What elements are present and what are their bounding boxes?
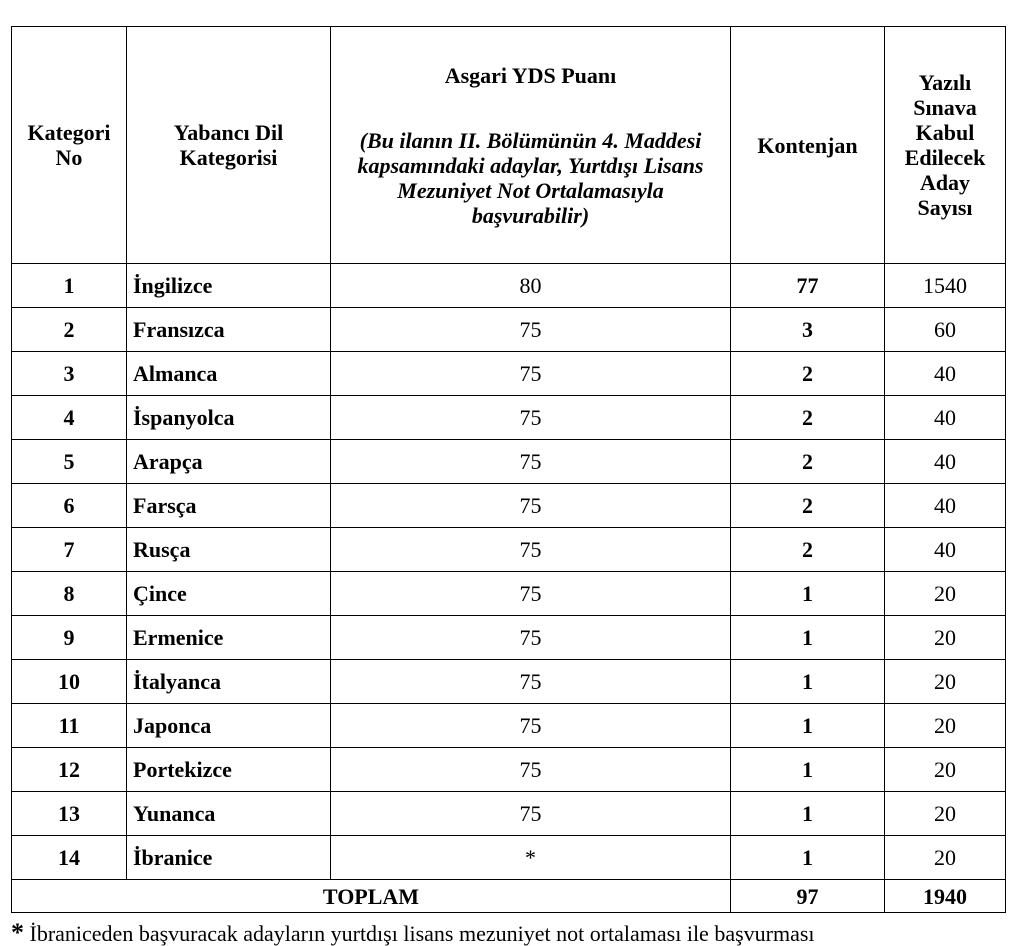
min-score-cell: 80 [331, 264, 731, 308]
language-cell: Çince [127, 572, 331, 616]
candidates-cell: 20 [885, 792, 1006, 836]
category-no-cell: 7 [12, 528, 127, 572]
candidates-cell: 40 [885, 440, 1006, 484]
total-label: TOPLAM [12, 880, 731, 913]
language-cell: İtalyanca [127, 660, 331, 704]
quota-cell: 1 [731, 792, 885, 836]
quota-cell: 1 [731, 660, 885, 704]
table-row [12, 748, 1006, 792]
total-row [12, 880, 1006, 913]
table-row [12, 836, 1006, 880]
quota-cell: 1 [731, 836, 885, 880]
total-quota: 97 [731, 880, 885, 913]
language-cell: Fransızca [127, 308, 331, 352]
min-score-cell: 75 [331, 396, 731, 440]
table-row [12, 616, 1006, 660]
language-cell: Almanca [127, 352, 331, 396]
min-score-cell: 75 [331, 528, 731, 572]
candidates-cell: 20 [885, 704, 1006, 748]
candidates-cell: 20 [885, 572, 1006, 616]
quota-cell: 1 [731, 704, 885, 748]
candidates-cell: 40 [885, 396, 1006, 440]
table-row [12, 440, 1006, 484]
language-cell: İspanyolca [127, 396, 331, 440]
table-row [12, 572, 1006, 616]
table-body [12, 264, 1006, 880]
language-cell: Arapça [127, 440, 331, 484]
header-quota: Kontenjan [731, 27, 885, 264]
table-row [12, 704, 1006, 748]
quota-cell: 2 [731, 396, 885, 440]
language-cell: Rusça [127, 528, 331, 572]
language-cell: Portekizce [127, 748, 331, 792]
category-no-cell: 11 [12, 704, 127, 748]
category-no-cell: 2 [12, 308, 127, 352]
table-row [12, 792, 1006, 836]
language-cell: Farsça [127, 484, 331, 528]
candidates-cell: 20 [885, 660, 1006, 704]
table-header-row [12, 27, 1006, 264]
category-no-cell: 4 [12, 396, 127, 440]
category-no-cell: 12 [12, 748, 127, 792]
category-no-cell: 14 [12, 836, 127, 880]
footnote-text: İbraniceden başvuracak adayların yurtdışı lisans mezuniyet not ortalaması ile başvurması [29, 921, 815, 946]
header-min-score-note: (Bu ilanın II. Bölümünün 4. Maddesi kapsamındaki adaylar, Yurtdışı Lisans Mezuniyet Not Ortalamasıyla başvurabilir) [357, 127, 704, 228]
candidates-cell: 40 [885, 528, 1006, 572]
table-row [12, 308, 1006, 352]
category-no-cell: 9 [12, 616, 127, 660]
candidates-cell: 20 [885, 616, 1006, 660]
table-row [12, 484, 1006, 528]
language-cell: Ermenice [127, 616, 331, 660]
category-no-cell: 8 [12, 572, 127, 616]
min-score-cell: 75 [331, 660, 731, 704]
category-no-cell: 13 [12, 792, 127, 836]
candidates-cell: 20 [885, 836, 1006, 880]
language-cell: İbranice [127, 836, 331, 880]
language-cell: Yunanca [127, 792, 331, 836]
quota-cell: 1 [731, 748, 885, 792]
category-no-cell: 6 [12, 484, 127, 528]
category-no-cell: 10 [12, 660, 127, 704]
language-cell: Japonca [127, 704, 331, 748]
min-score-cell: 75 [331, 484, 731, 528]
quota-cell: 1 [731, 572, 885, 616]
table-row [12, 396, 1006, 440]
category-no-cell: 5 [12, 440, 127, 484]
min-score-cell: 75 [331, 572, 731, 616]
quota-cell: 1 [731, 616, 885, 660]
quota-table [11, 26, 1006, 913]
table-row [12, 528, 1006, 572]
header-candidates: Yazılı Sınava Kabul Edilecek Aday Sayısı [885, 27, 1006, 264]
candidates-cell: 1540 [885, 264, 1006, 308]
min-score-cell: 75 [331, 616, 731, 660]
category-no-cell: 1 [12, 264, 127, 308]
table-row [12, 264, 1006, 308]
table-row [12, 352, 1006, 396]
min-score-cell: 75 [331, 440, 731, 484]
header-min-score [331, 27, 731, 264]
category-no-cell: 3 [12, 352, 127, 396]
candidates-cell: 20 [885, 748, 1006, 792]
min-score-cell: 75 [331, 308, 731, 352]
min-score-cell: 75 [331, 792, 731, 836]
language-cell: İngilizce [127, 264, 331, 308]
min-score-cell: 75 [331, 704, 731, 748]
header-category-no: Kategori No [12, 27, 127, 264]
quota-cell: 3 [731, 308, 885, 352]
candidates-cell: 60 [885, 308, 1006, 352]
header-min-score-title: Asgari YDS Puanı [444, 62, 617, 88]
candidates-cell: 40 [885, 484, 1006, 528]
footnote [11, 920, 1021, 946]
quota-cell: 2 [731, 352, 885, 396]
min-score-cell: * [331, 836, 731, 880]
quota-cell: 2 [731, 440, 885, 484]
header-language-category: Yabancı Dil Kategorisi [127, 27, 331, 264]
quota-cell: 2 [731, 528, 885, 572]
total-candidates: 1940 [885, 880, 1006, 913]
footnote-star: * [11, 920, 24, 946]
table-row [12, 660, 1006, 704]
min-score-cell: 75 [331, 748, 731, 792]
candidates-cell: 40 [885, 352, 1006, 396]
min-score-cell: 75 [331, 352, 731, 396]
quota-cell: 2 [731, 484, 885, 528]
quota-cell: 77 [731, 264, 885, 308]
